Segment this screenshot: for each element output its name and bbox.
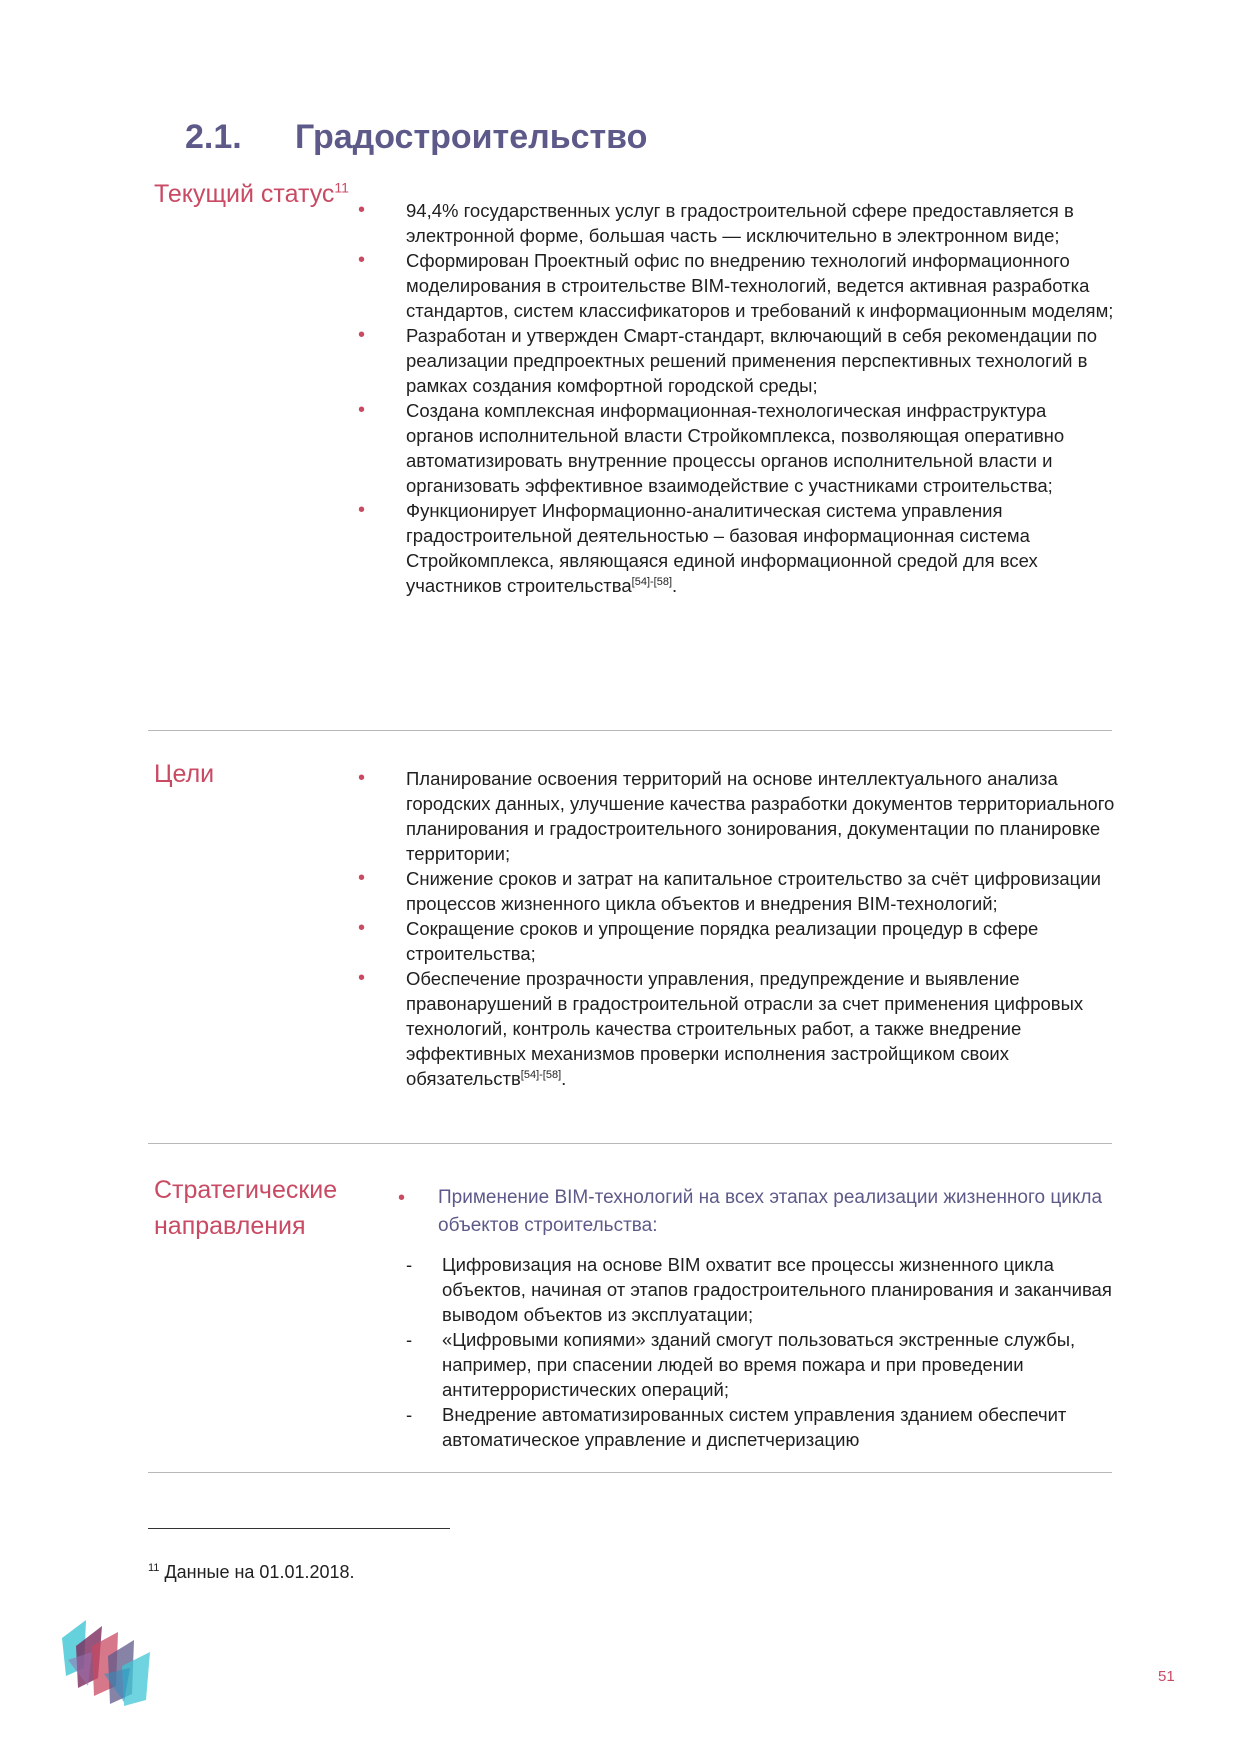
reference-marker: [54]-[58] (520, 1068, 562, 1081)
bullet-icon: • (358, 499, 366, 521)
list-item: • Планирование освоения территорий на основе интеллектуального анализа городских данных, улучшение качества разработки документов территориального планирования и градостроительного зонирования, документации по планировке территории; (358, 767, 1115, 864)
footnote-separator (148, 1528, 450, 1529)
bullet-icon: • (358, 199, 366, 221)
footnote-marker: 11 (334, 179, 349, 196)
dash-icon: - (406, 1404, 413, 1425)
bullet-icon: • (358, 867, 366, 889)
list-item: • Создана комплексная информационная-технологическая инфраструктура органов исполнительной власти Стройкомплекса, позволяющая оперативно автоматизировать внутренние процессы органов исполнительной власти и организовать эффективное взаимодействие с участниками строительства; (358, 399, 1065, 496)
list-item: • Сформирован Проектный офис по внедрению технологий информационного моделирования в строительстве BIM-технологий, ведется активная разработка стандартов, систем классификаторов и требований к информационным моделям; (358, 249, 1114, 321)
footnote-number: 11 (148, 1562, 160, 1574)
list-item: • Разработан и утвержден Смарт-стандарт, включающий в себя рекомендации по реализации предпроектных решений применения перспективных технологий в рамках создания комфортной городской среды; (358, 324, 1098, 396)
list-item: • Функционирует Информационно-аналитическая система управления градостроительной деятельностью – базовая информационная система Стройкомплекса, являющаяся единой информационной средой для всех участников строительства[54]-[58]. (358, 499, 1038, 596)
direction-intro: • Применение BIM-технологий на всех этапах реализации жизненного цикла объектов строительства: (398, 1184, 1118, 1240)
section-divider (148, 1143, 1112, 1144)
section-body (358, 198, 1118, 598)
section-label: Стратегические направления (154, 1176, 338, 1240)
reference-marker: [54]-[58] (631, 575, 673, 588)
footnote-text: Данные на 01.01.2018. (164, 1562, 355, 1582)
bullet-list (358, 766, 1118, 1091)
bullet-icon: • (398, 1187, 406, 1209)
section-label: Цели (154, 760, 215, 788)
list-item: - Внедрение автоматизированных систем управления зданием обеспечит автоматическое управление и диспетчеризацию (406, 1404, 1067, 1450)
list-item: • Снижение сроков и затрат на капитальное строительство за счёт цифровизации процессов жизненного цикла объектов и внедрения BIM-технологий; (358, 867, 1101, 914)
section-title: Градостроительство (295, 118, 648, 156)
list-item: • Сокращение сроков и упрощение порядка реализации процедур в сфере строительства; (358, 917, 1039, 964)
bullet-list (358, 198, 1118, 598)
section-label: Текущий статус$^{11}$ (154, 179, 349, 208)
bullet-icon: • (358, 767, 366, 789)
list-item: - Цифровизация на основе BIM охватит все процессы жизненного цикла объектов, начиная от этапов градостроительного планирования и заканчивая выводом объектов из эксплуатации; (406, 1254, 1112, 1325)
section-heading (185, 118, 647, 157)
bullet-icon: • (358, 917, 366, 939)
bullet-icon: • (358, 967, 366, 989)
section-sublist (404, 1252, 1118, 1452)
list-item: - «Цифровыми копиями» зданий смогут пользоваться экстренные службы, например, при спасении людей во время пожара и при проведении антитеррористических операций; (406, 1329, 1076, 1400)
section-number: 2.1. (185, 118, 242, 156)
list-item: • Обеспечение прозрачности управления, предупреждение и выявление правонарушений в градостроительной отрасли за счет применения цифровых технологий, контроль качества строительных работ, а также внедрение эффективных механизмов проверки исполнения застройщиком своих обязательств[54]-[58]. (358, 967, 1084, 1089)
dash-list (404, 1252, 1118, 1452)
list-item: • 94,4% государственных услуг в градостроительной сфере предоставляется в электронной форме, большая часть — исключительно в электронном виде; (358, 199, 1074, 246)
dash-icon: - (406, 1254, 413, 1275)
page-number: 51 (1158, 1668, 1175, 1685)
section-divider (148, 730, 1112, 731)
bullet-icon: • (358, 249, 366, 271)
dash-icon: - (406, 1329, 413, 1350)
section-body (358, 766, 1118, 1091)
section-body (398, 1184, 1118, 1240)
brand-logo-icon (58, 1616, 162, 1708)
footnote (148, 1562, 355, 1583)
bullet-icon: • (358, 399, 366, 421)
section-divider (148, 1472, 1112, 1473)
bullet-icon: • (358, 324, 366, 346)
